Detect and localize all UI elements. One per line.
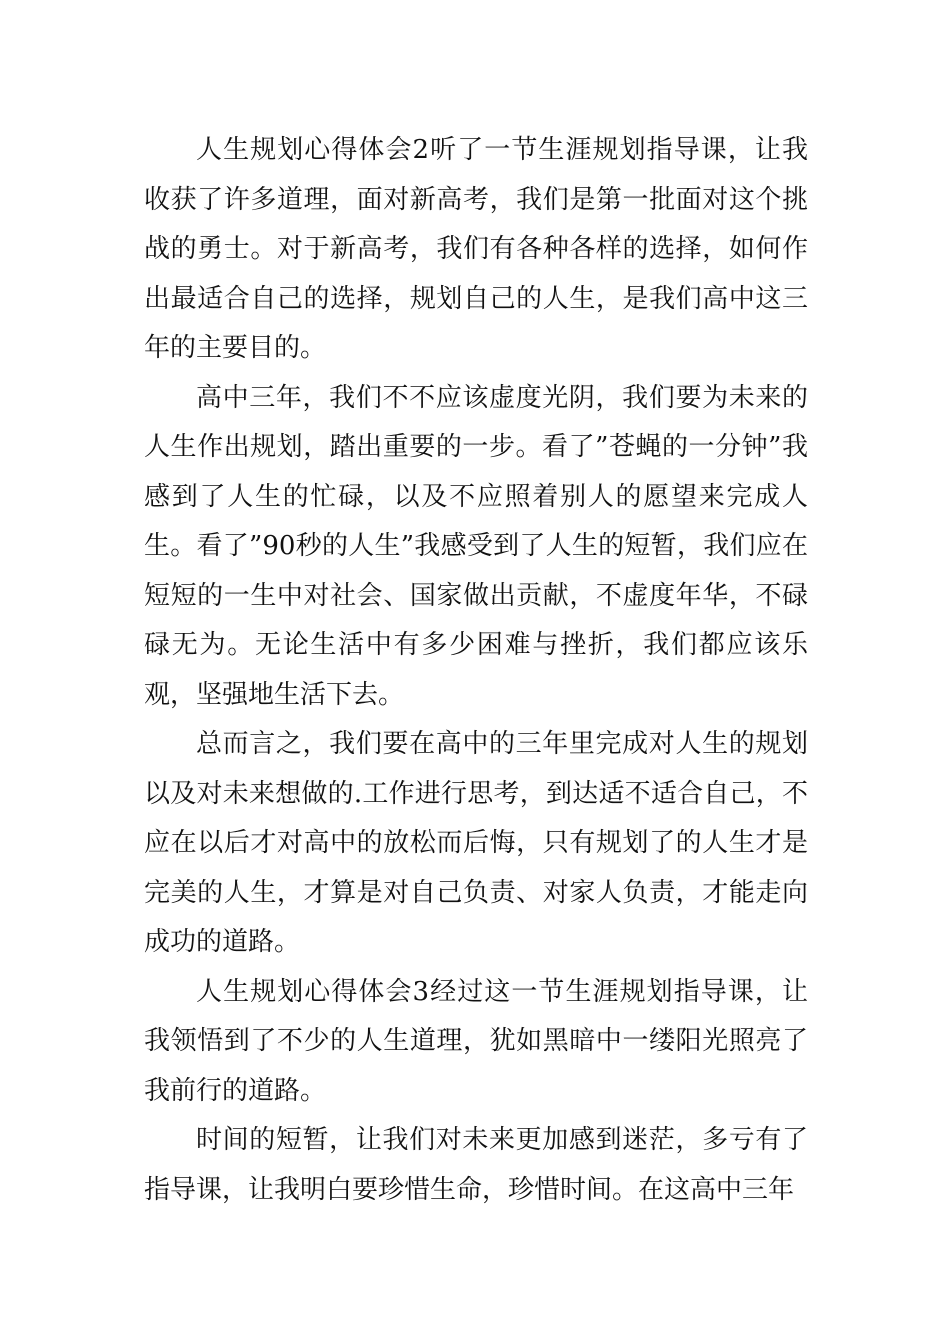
document-body	[144, 126, 808, 1215]
paragraph-5: 时间的短暂，让我们对未来更加感到迷茫，多亏有了指导课，让我明白要珍惜生命，珍惜时间。在这高中三年	[144, 1125, 808, 1205]
paragraph-3: 总而言之，我们要在高中的三年里完成对人生的规划以及对未来想做的.工作进行思考，到达适不适合自己，不应在以后才对高中的放松而后悔，只有规划了的人生才是完美的人生，才算是对自己负责、对家人负责，才能走向成功的道路。	[144, 729, 808, 957]
paragraph-4: 人生规划心得体会3经过这一节生涯规划指导课，让我领悟到了不少的人生道理，犹如黑暗中一缕阳光照亮了我前行的道路。	[144, 976, 808, 1106]
paragraph-1: 人生规划心得体会2听了一节生涯规划指导课，让我收获了许多道理，面对新高考，我们是第一批面对这个挑战的勇士。对于新高考，我们有各种各样的选择，如何作出最适合自己的选择，规划自己的人生，是我们高中这三年的主要目的。	[144, 135, 808, 363]
paragraph-2: 高中三年，我们不不应该虚度光阴，我们要为未来的人生作出规划，踏出重要的一步。看了”苍蝇的一分钟”我感到了人生的忙碌，以及不应照着别人的愿望来完成人生。看了”90秒的人生”我感受到了人生的短暂，我们应在短短的一生中对社会、国家做出贡献，不虚度年华，不碌碌无为。无论生活中有多少困难与挫折，我们都应该乐观，坚强地生活下去。	[144, 382, 808, 710]
